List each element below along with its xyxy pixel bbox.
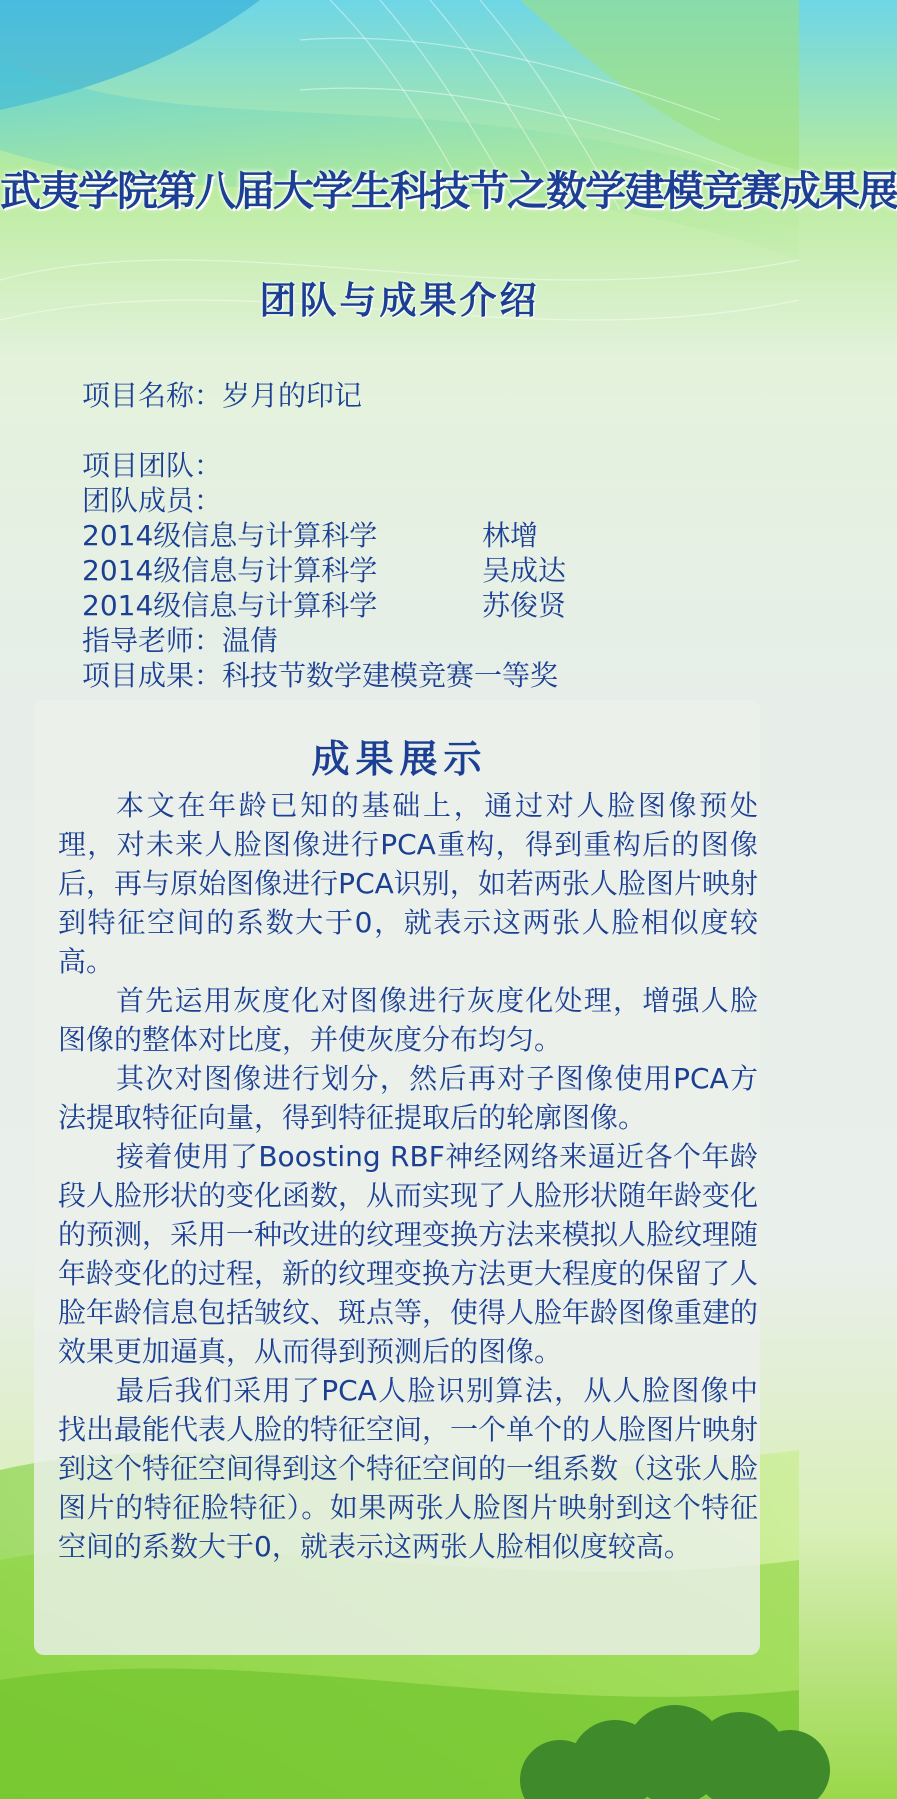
project-info bbox=[82, 378, 762, 693]
team-label: 项目团队： bbox=[82, 449, 223, 482]
project-name: 项目名称：岁月的印记 bbox=[82, 379, 363, 412]
member-major: 2014级信息与计算科学 bbox=[82, 519, 378, 552]
member-row bbox=[82, 518, 762, 553]
member-name: 林增 bbox=[482, 519, 539, 552]
results-body bbox=[58, 786, 758, 1566]
member-name: 苏俊贤 bbox=[482, 589, 567, 622]
spacer bbox=[82, 413, 762, 448]
advisor: 指导老师：温倩 bbox=[82, 624, 279, 657]
paragraph: 其次对图像进行划分，然后再对子图像使用PCA方法提取特征向量，得到特征提取后的轮廓图像。 bbox=[58, 1062, 758, 1134]
paragraph: 本文在年龄已知的基础上，通过对人脸图像预处理，对未来人脸图像进行PCA重构，得到重构后的图像后，再与原始图像进行PCA识别，如若两张人脸图片映射到特征空间的系数大于0，就表示这两张人脸相似度较高。 bbox=[58, 789, 758, 978]
paragraph: 接着使用了Boosting RBF神经网络来逼近各个年龄段人脸形状的变化函数，从而实现了人脸形状随年龄变化的预测，采用一种改进的纹理变换方法来模拟人脸纹理随年龄变化的过程，新的纹理变换方法更大程度的保留了人脸年龄信息包括皱纹、斑点等，使得人脸年龄图像重建的效果更加逼真，从而得到预测后的图像。 bbox=[58, 1140, 759, 1368]
members-label: 团队成员： bbox=[82, 484, 223, 517]
paragraph: 首先运用灰度化对图像进行灰度化处理，增强人脸图像的整体对比度，并使灰度分布均匀。 bbox=[58, 984, 758, 1056]
member-row bbox=[82, 588, 762, 623]
page-title: 武夷学院第八届大学生科技节之数学建模竞赛成果展 bbox=[0, 167, 897, 215]
member-row bbox=[82, 553, 762, 588]
results-title: 成果展示 bbox=[311, 737, 488, 781]
project-result: 项目成果：科技节数学建模竞赛一等奖 bbox=[82, 659, 559, 692]
member-major: 2014级信息与计算科学 bbox=[82, 554, 378, 587]
member-major: 2014级信息与计算科学 bbox=[82, 589, 378, 622]
page-subtitle: 团队与成果介绍 bbox=[259, 279, 540, 322]
member-name: 吴成达 bbox=[482, 554, 567, 587]
paragraph: 最后我们采用了PCA人脸识别算法，从人脸图像中找出最能代表人脸的特征空间，一个单个的人脸图片映射到这个特征空间得到这个特征空间的一组系数（这张人脸图片的特征脸特征）。如果两张人脸图片映射到这个特征空间的系数大于0，就表示这两张人脸相似度较高。 bbox=[58, 1374, 759, 1563]
